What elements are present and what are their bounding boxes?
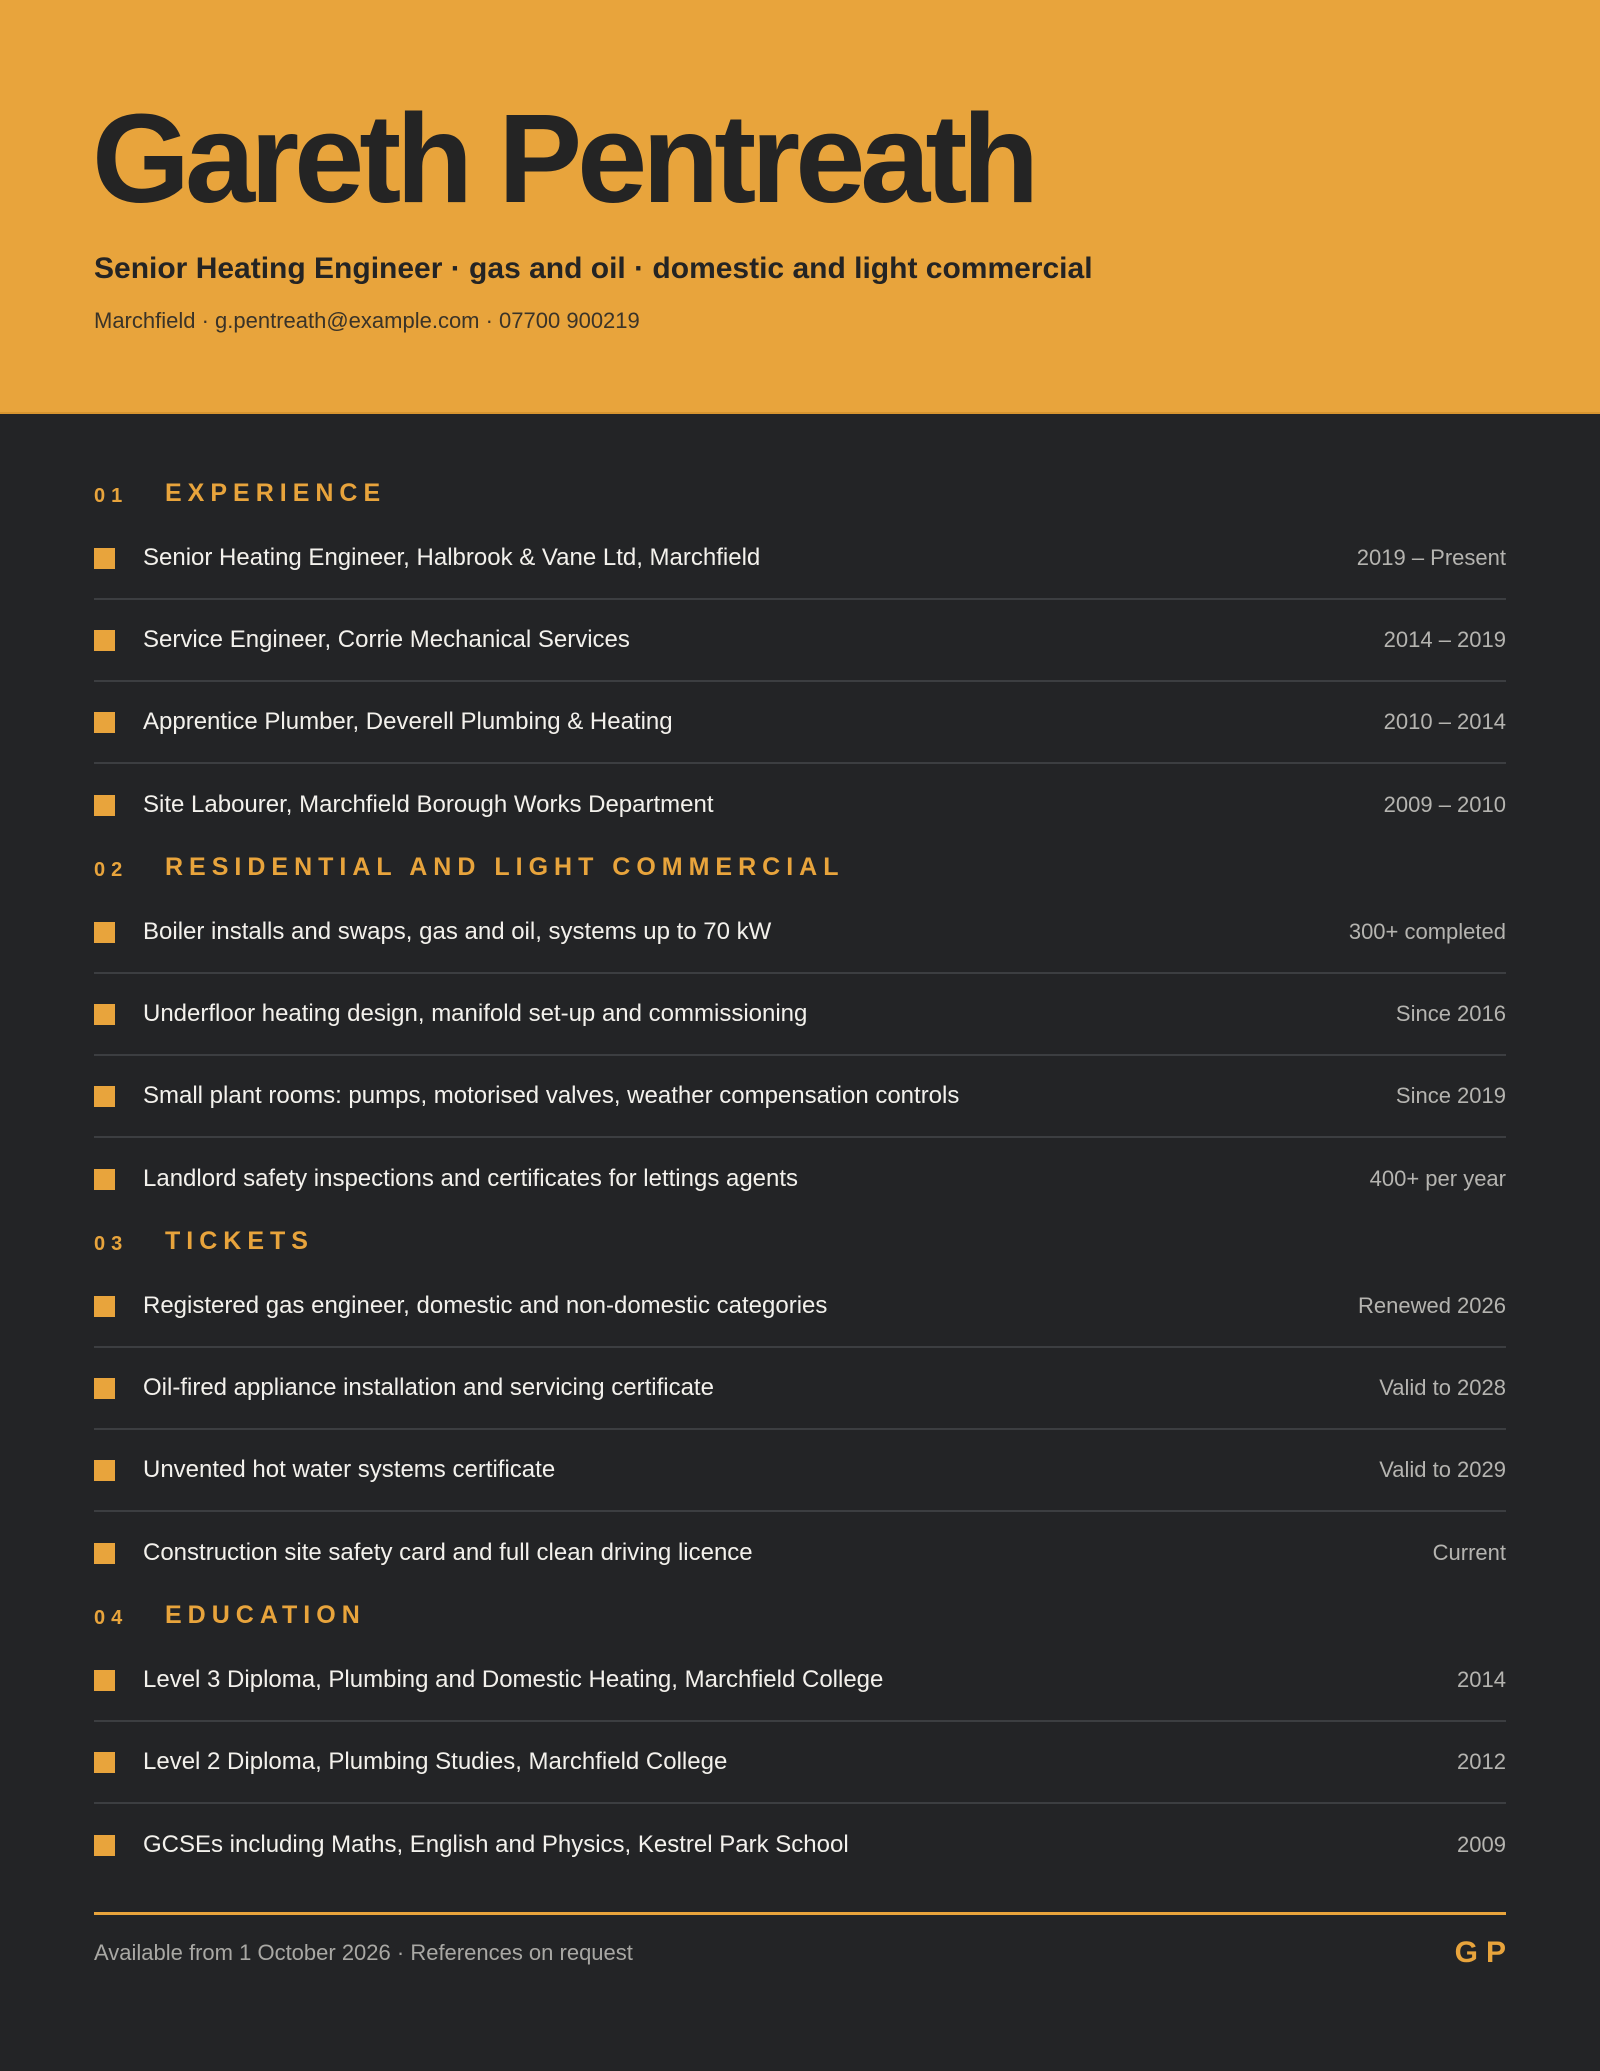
section-education (94, 1594, 1506, 1886)
item-meta: Valid to 2029 (1379, 1457, 1506, 1482)
square-bullet-icon (94, 630, 115, 651)
list-item (94, 1056, 1506, 1138)
square-bullet-icon (94, 1835, 115, 1856)
item-meta: Valid to 2028 (1379, 1375, 1506, 1400)
square-bullet-icon (94, 1543, 115, 1564)
item-text: Oil-fired appliance installation and servicing certificate (143, 1374, 714, 1401)
item-meta: 2009 – 2010 (1383, 792, 1506, 817)
candidate-name: Gareth Pentreath (92, 88, 1035, 229)
list-item (94, 1804, 1506, 1886)
item-meta: 2019 – Present (1356, 545, 1506, 570)
item-meta: Since 2019 (1395, 1083, 1506, 1108)
list-item (94, 974, 1506, 1056)
item-meta: Renewed 2026 (1357, 1293, 1506, 1318)
section-number: 04 (94, 1607, 129, 1629)
footer-note: Available from 1 October 2026 · References on request (94, 1940, 633, 1965)
square-bullet-icon (94, 1086, 115, 1107)
square-bullet-icon (94, 922, 115, 943)
list-item (94, 1722, 1506, 1804)
item-text: Landlord safety inspections and certificates for lettings agents (143, 1165, 799, 1192)
section-heading (94, 414, 1506, 518)
section-tickets (94, 1220, 1506, 1594)
square-bullet-icon (94, 1752, 115, 1773)
item-text: Senior Heating Engineer, Halbrook & Vane Ltd, Marchfield (143, 544, 761, 571)
item-text: Service Engineer, Corrie Mechanical Services (143, 626, 630, 653)
square-bullet-icon (94, 1460, 115, 1481)
item-text: Construction site safety card and full clean driving licence (143, 1539, 753, 1566)
item-text: Small plant rooms: pumps, motorised valves, weather compensation controls (143, 1082, 960, 1109)
job-title: Senior Heating Engineer · gas and oil · domestic and light commercial (94, 252, 1093, 285)
item-text: Level 3 Diploma, Plumbing and Domestic Heating, Marchfield College (143, 1666, 884, 1693)
square-bullet-icon (94, 795, 115, 816)
section-heading (94, 1220, 1506, 1266)
section-title: TICKETS (165, 1227, 314, 1255)
square-bullet-icon (94, 712, 115, 733)
item-text: GCSEs including Maths, English and Physics, Kestrel Park School (143, 1831, 849, 1858)
section-title: EDUCATION (165, 1601, 366, 1629)
section-heading (94, 1594, 1506, 1640)
section-experience (94, 414, 1506, 846)
square-bullet-icon (94, 1670, 115, 1691)
list-item (94, 1640, 1506, 1722)
square-bullet-icon (94, 1004, 115, 1025)
item-text: Unvented hot water systems certificate (143, 1456, 556, 1483)
section-title: RESIDENTIAL AND LIGHT COMMERCIAL (165, 853, 845, 881)
item-meta: 2014 (1457, 1667, 1506, 1692)
header-band (0, 0, 1600, 414)
list-item (94, 764, 1506, 846)
item-meta: Since 2016 (1395, 1001, 1506, 1026)
square-bullet-icon (94, 1378, 115, 1399)
list-item (94, 1266, 1506, 1348)
section-heading (94, 846, 1506, 892)
list-item (94, 892, 1506, 974)
section-title: EXPERIENCE (165, 479, 387, 507)
section-number: 03 (94, 1233, 129, 1255)
square-bullet-icon (94, 1169, 115, 1190)
resume-body (94, 414, 1506, 1886)
item-text: Boiler installs and swaps, gas and oil, systems up to 70 kW (143, 918, 772, 945)
footer-divider (94, 1912, 1506, 1915)
list-item (94, 518, 1506, 600)
item-text: Underfloor heating design, manifold set-up and commissioning (143, 1000, 808, 1027)
list-item (94, 1348, 1506, 1430)
list-item (94, 1138, 1506, 1220)
item-text: Level 2 Diploma, Plumbing Studies, Marchfield College (143, 1748, 728, 1775)
monogram: GP (1454, 1936, 1514, 1969)
item-meta: 2014 – 2019 (1383, 627, 1506, 652)
item-text: Apprentice Plumber, Deverell Plumbing & Heating (143, 708, 673, 735)
list-item (94, 1512, 1506, 1594)
section-number: 01 (94, 485, 129, 507)
section-residential-commercial (94, 846, 1506, 1220)
list-item (94, 1430, 1506, 1512)
list-item (94, 600, 1506, 682)
list-item (94, 682, 1506, 764)
item-meta: Current (1432, 1540, 1506, 1565)
item-meta: 400+ per year (1369, 1166, 1506, 1191)
item-meta: 2012 (1457, 1749, 1506, 1774)
item-meta: 300+ completed (1348, 919, 1506, 944)
item-text: Site Labourer, Marchfield Borough Works Department (143, 791, 714, 818)
item-text: Registered gas engineer, domestic and non-domestic categories (143, 1292, 828, 1319)
contact-details: Marchfield · g.pentreath@example.com · 07700 900219 (94, 308, 640, 333)
square-bullet-icon (94, 1296, 115, 1317)
section-number: 02 (94, 859, 129, 881)
square-bullet-icon (94, 548, 115, 569)
item-meta: 2010 – 2014 (1383, 709, 1506, 734)
item-meta: 2009 (1457, 1832, 1506, 1857)
